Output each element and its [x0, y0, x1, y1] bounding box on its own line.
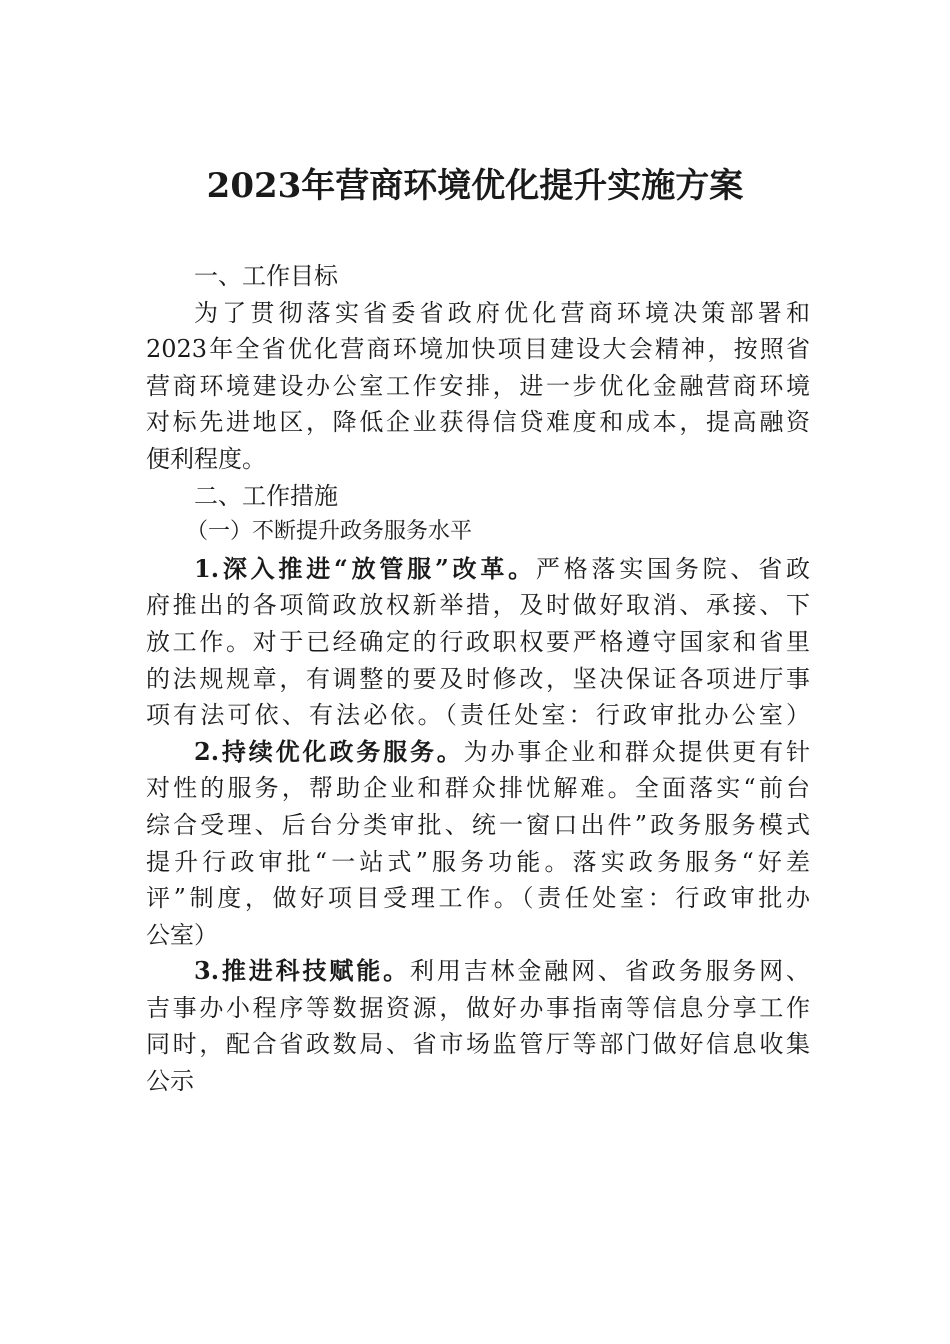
document-body	[146, 258, 810, 1100]
paragraph-line: 综合受理、后台分类审批、统一窗口出件”政务服务模式	[146, 810, 810, 839]
paragraph-line: 对标先进地区，降低企业获得信贷难度和成本，提高融资	[146, 408, 810, 437]
paragraph-line: 提升行政审批“一站式”服务功能。落实政务服务“好差	[146, 847, 810, 876]
subsection-heading: （一）不断提升政务服务水平	[186, 519, 473, 545]
item-lead: 1.深入推进“放管服”改革。	[194, 553, 536, 583]
paragraph-line: 对性的服务，帮助企业和群众排忧解难。全面落实“前台	[146, 774, 810, 803]
paragraph-line: 公示	[146, 1067, 194, 1096]
paragraph-line: 放工作。对于已经确定的行政职权要严格遵守国家和省里	[146, 627, 810, 656]
item-first-rest: 为办事企业和群众提供更有针	[463, 737, 811, 766]
paragraph-line: 的法规规章，有调整的要及时修改，坚决保证各项进厅事	[146, 664, 810, 693]
paragraph-line: 便利程度。	[146, 444, 266, 473]
paragraph-line: 同时，配合省政数局、省市场监管厅等部门做好信息收集	[146, 1030, 810, 1059]
section-heading-goals: 一、工作目标	[194, 262, 338, 290]
item-first-rest: 严格落实国务院、省政	[535, 554, 810, 583]
paragraph-line: 评”制度，做好项目受理工作。（责任处室：行政审批办	[146, 884, 810, 913]
paragraph-line: 项有法可依、有法必依。（责任处室：行政审批办公室）	[146, 701, 810, 730]
paragraph-line: 府推出的各项简政放权新举措，及时做好取消、承接、下	[146, 591, 810, 620]
paragraph-line: 2023年全省优化营商环境加快项目建设大会精神，按照省	[146, 335, 810, 364]
paragraph-line: 为了贯彻落实省委省政府优化营商环境决策部署和	[194, 298, 810, 327]
section-heading-measures: 二、工作措施	[194, 481, 338, 510]
item-first-line	[146, 551, 810, 588]
item-lead: 3.推进科技赋能。	[194, 956, 410, 986]
item-first-rest: 利用吉林金融网、省政务服务网、	[409, 957, 811, 986]
paragraph-line: 吉事办小程序等数据资源，做好办事指南等信息分享工作	[146, 993, 810, 1022]
item-first-line	[146, 734, 810, 771]
item-lead: 2.持续优化政务服务。	[194, 736, 464, 766]
paragraph-line: 营商环境建设办公室工作安排，进一步优化金融营商环境	[146, 371, 810, 400]
document-title: 2023年营商环境优化提升实施方案	[206, 166, 744, 206]
item-first-line	[146, 953, 810, 990]
paragraph-line: 公室）	[146, 920, 218, 949]
